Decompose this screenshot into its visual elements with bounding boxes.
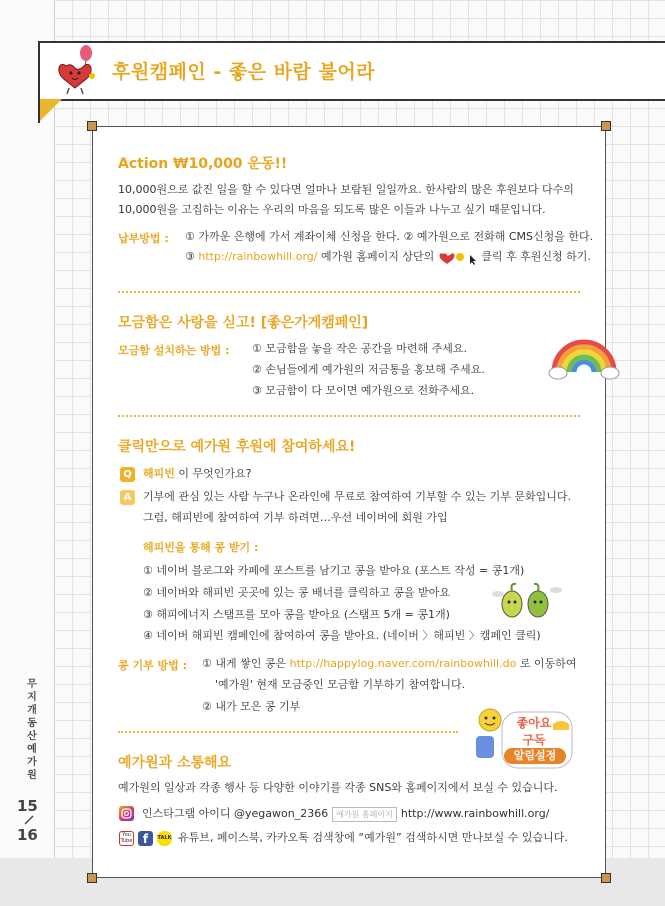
homepage-tag: 예가원 홈페이지: [332, 807, 397, 822]
bean-donate-label: 콩 기부 방법 :: [118, 659, 188, 672]
header-fold: [38, 99, 62, 123]
bean-characters-icon: [490, 580, 568, 620]
kakaotalk-icon[interactable]: TALK: [157, 831, 172, 846]
homepage-url[interactable]: http://www.rainbowhill.org/: [400, 807, 550, 820]
happybean-question: [143, 466, 251, 482]
payment-method-1-2: ① 가까운 은행에 가서 계좌이체 신청을 한다. ② 예가원으로 전화해 CMS신청을 한다.: [185, 230, 594, 243]
answer-badge: A: [120, 490, 135, 505]
youtube-icon[interactable]: You Tube: [120, 832, 133, 844]
rainbow-icon: [548, 332, 620, 380]
payment-method-3-number: ③: [185, 250, 195, 263]
happylog-link[interactable]: http://happylog.naver.com/rainbowhill.do: [289, 657, 517, 670]
payment-method-3-text: 예가원 홈페이지 상단의: [320, 250, 435, 263]
happybean-answer-1: 기부에 관심 있는 사람 누구나 온라인에 무료로 참여하여 기부할 수 있는 기부 문화입니다.: [143, 490, 571, 503]
payment-method-3: [185, 249, 591, 265]
bean-donate-step-1-end: 로 이동하여: [519, 657, 577, 670]
sticker-notify: 알림설정: [504, 748, 566, 764]
happybean-question-rest: 이 무엇인가요?: [178, 467, 252, 480]
section-title-click-donate: 클릭만으로 예가원 후원에 참여하세요!: [118, 439, 356, 455]
instagram-line: [142, 806, 549, 822]
box-step-2: ② 손님들에게 예가원의 저금통을 홍보해 주세요.: [252, 363, 485, 376]
box-step-1: ① 모금함을 놓을 작은 공간을 마련해 주세요.: [252, 342, 467, 355]
question-badge: Q: [120, 467, 135, 482]
homepage-link[interactable]: http://rainbowhill.org/: [198, 250, 318, 263]
section-title-donation-box: 모금함은 사랑을 싣고! [좋은가게캠페인]: [118, 315, 369, 331]
payment-label: 납부방법 :: [118, 232, 169, 245]
divider-3: [118, 731, 458, 733]
sns-intro: 예가원의 일상과 각종 행사 등 다양한 이야기를 각종 SNS와 홈페이지에서 보실 수 있습니다.: [118, 781, 558, 794]
divider-1: [118, 291, 580, 293]
card-corner-tl: [87, 121, 97, 131]
instagram-id: 인스타그램 아이디 @yegawon_2366: [142, 807, 329, 820]
box-install-label: 모금함 설치하는 방법 :: [118, 344, 230, 357]
payment-method-3-end: 클릭 후 후원신청 하기.: [481, 250, 591, 263]
card-corner-br: [601, 873, 611, 883]
section-title-action: Action ₩10,000 운동!!: [118, 156, 288, 172]
page-slash-icon: [22, 815, 36, 825]
action-paragraph-1: 10,000원으로 값진 일을 할 수 있다면 얼마나 보람된 일일까요. 한사람의 많은 후원보다 다수의: [118, 183, 574, 196]
box-step-3: ③ 모금함이 다 모이면 예가원으로 전화주세요.: [252, 384, 475, 397]
section-title-communicate: 예가원과 소통해요: [118, 755, 232, 771]
page-title: 후원캠페인 - 좋은 바람 불어라: [112, 61, 376, 83]
bean-donate-step-1: [202, 656, 576, 672]
divider-2: [118, 415, 580, 417]
bean-step-1: ① 네이버 블로그와 카페에 포스트를 남기고 콩을 받아요 (포스트 작성 = 콩1개): [143, 564, 525, 577]
happybean-term: 해피빈: [143, 467, 175, 480]
bean-step-2: ② 네이버와 해피빈 곳곳에 있는 콩 배너를 클릭하고 콩을 받아요: [143, 586, 450, 599]
subscribe-sticker: [470, 706, 580, 772]
happybean-answer-2: 그럼, 해피빈에 참여하여 기부 하려면…우선 네이버에 회원 가입: [143, 511, 448, 524]
facebook-icon[interactable]: f: [138, 831, 153, 846]
sticker-like: 좋아요: [516, 716, 552, 730]
heart-mascot-icon: [56, 42, 102, 96]
bean-collect-title: 해피빈을 통해 콩 받기 :: [143, 541, 259, 554]
margin-line: [54, 0, 55, 906]
sticker-subscribe: 구독: [522, 733, 546, 747]
bean-donate-step-1-start: ① 내게 쌓인 콩은: [202, 657, 287, 670]
instagram-icon[interactable]: [119, 806, 134, 821]
bean-step-4: ④ 네이버 해피빈 캠페인에 참여하여 콩을 받아요. (네이버 〉해피빈 〉캠페인 클릭): [143, 629, 541, 642]
card-corner-bl: [87, 873, 97, 883]
page-number-top: 15: [17, 797, 38, 815]
card-corner-tr: [601, 121, 611, 131]
bean-donate-step-1-detail: '예가원' 현재 모금중인 모금함 기부하기 참여합니다.: [215, 678, 466, 691]
bean-donate-step-2: ② 내가 모은 콩 기부: [202, 700, 301, 713]
page-number-bottom: 16: [17, 826, 38, 844]
side-org-label: 무지개동산 예가원: [27, 679, 37, 781]
bean-step-3: ③ 해피에너지 스탬프를 모아 콩을 받아요 (스탬프 5개 = 콩1개): [143, 608, 450, 621]
donate-banner-icon[interactable]: [438, 249, 478, 265]
sns-search-guide: 유튜브, 페이스북, 카카오톡 검색창에 “예가원” 검색하시면 만나보실 수 있습니다.: [178, 831, 568, 844]
header-fold-edge: [38, 99, 40, 123]
action-paragraph-2: 10,000원을 고집하는 이유는 우리의 마음을 되도록 많은 이들과 나누고 싶기 때문입니다.: [118, 203, 546, 216]
